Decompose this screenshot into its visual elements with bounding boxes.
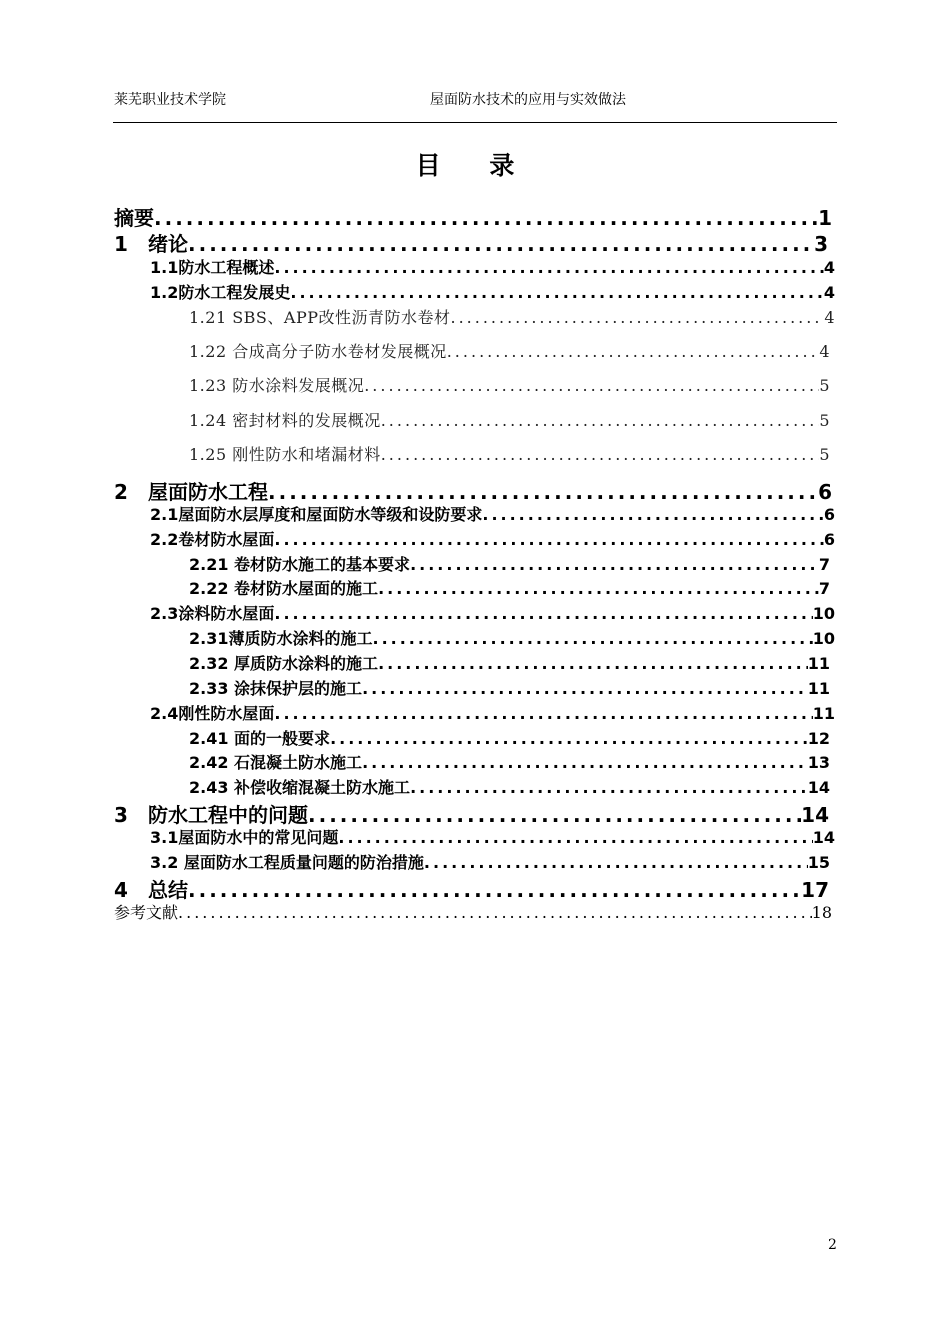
toc-page-number: 5 [819, 411, 830, 430]
toc-entry-label [150, 255, 274, 278]
toc-entry[interactable] [114, 874, 829, 903]
toc-page-number: 4 [823, 283, 835, 302]
toc-page-number: 6 [823, 505, 835, 524]
toc-page-number: 7 [818, 555, 830, 574]
toc-page-number: 4 [823, 258, 835, 277]
toc-entry-text: 2.43 补偿收缩混凝土防水施工 [189, 778, 411, 797]
toc-entry[interactable] [114, 900, 832, 923]
toc-entry[interactable] [114, 202, 832, 231]
toc-entry[interactable] [114, 476, 832, 505]
toc-entry-label [189, 373, 364, 396]
toc-entry[interactable] [114, 228, 828, 257]
toc-dot-leader [410, 555, 819, 574]
toc-entry-label [189, 576, 378, 599]
toc-page-number: 18 [811, 903, 832, 922]
toc-dot-leader [381, 411, 820, 430]
toc-page-number: 14 [801, 803, 829, 827]
toc-entry[interactable] [189, 373, 830, 396]
toc-entry-text: 1.23 防水涂料发展概况 [189, 376, 365, 395]
toc-entry-label [114, 228, 188, 257]
toc-entry-label [189, 726, 330, 749]
toc-entry-text: 屋面防水工程 [148, 480, 268, 504]
toc-entry-text: 2.2卷材防水屋面 [150, 530, 275, 549]
toc-dot-leader [482, 505, 824, 524]
toc-entry-text: 参考文献 [114, 903, 179, 922]
toc-entry[interactable] [189, 305, 835, 328]
toc-entry-label [189, 750, 362, 773]
toc-entry-text: 1.2防水工程发展史 [150, 283, 291, 302]
toc-entry-text: 2.22 卷材防水屋面的施工 [189, 579, 379, 598]
toc-chapter-number: 4 [114, 878, 128, 902]
toc-entry[interactable] [189, 775, 830, 798]
toc-entry-text: 3.1屋面防水中的常见问题 [150, 828, 339, 847]
toc-entry[interactable] [189, 442, 830, 465]
toc-entry[interactable] [189, 552, 830, 575]
toc-page-number: 11 [807, 679, 830, 698]
toc-entry-label [114, 202, 154, 231]
toc-entry-text: 1.1防水工程概述 [150, 258, 275, 277]
toc-entry-label [189, 408, 381, 431]
toc-dot-leader [330, 729, 808, 748]
toc-entry-text: 2.32 厚质防水涂料的施工 [189, 654, 379, 673]
toc-entry-text: 总结 [148, 878, 188, 902]
toc-entry[interactable] [189, 339, 830, 362]
toc-entry-text: 1.24 密封材料的发展概况 [189, 411, 381, 430]
toc-entry-text: 3.2 屋面防水工程质量问题的防治措施 [150, 853, 424, 872]
toc-page-number: 5 [819, 376, 830, 395]
header-institution: 莱芜职业技术学院 [114, 92, 226, 108]
toc-dot-leader [410, 778, 808, 797]
toc-page-number: 13 [807, 753, 830, 772]
toc-entry-label [189, 676, 362, 699]
toc-entry[interactable] [189, 626, 835, 649]
toc-dot-leader [290, 283, 824, 302]
toc-entry[interactable] [150, 701, 835, 724]
toc-entry-label [114, 799, 308, 828]
toc-entry[interactable] [189, 676, 830, 699]
toc-entry-label [114, 900, 178, 923]
toc-entry-text: 2.4刚性防水屋面 [150, 704, 275, 723]
toc-chapter-number: 3 [114, 803, 128, 827]
toc-page-number: 5 [819, 445, 830, 464]
toc-entry-label [150, 701, 274, 724]
toc-dot-leader [308, 803, 801, 827]
toc-entry[interactable] [189, 576, 830, 599]
toc-page-number: 14 [807, 778, 830, 797]
toc-entry[interactable] [114, 799, 829, 828]
toc-entry[interactable] [189, 651, 830, 674]
toc-entry-text: 2.31薄质防水涂料的施工 [189, 629, 373, 648]
toc-entry-label [114, 874, 188, 903]
toc-dot-leader [274, 704, 812, 723]
toc-entry-label [189, 775, 410, 798]
toc-entry-label [150, 527, 274, 550]
toc-entry-label [189, 305, 450, 328]
toc-entry[interactable] [150, 502, 835, 525]
toc-page-number: 11 [807, 654, 830, 673]
toc-dot-leader [447, 342, 820, 361]
toc-dot-leader [274, 258, 824, 277]
toc-page-number: 17 [801, 878, 829, 902]
toc-entry[interactable] [150, 850, 830, 873]
toc-chapter-number: 1 [114, 232, 128, 256]
toc-dot-leader [362, 753, 808, 772]
toc-page-number: 3 [814, 232, 828, 256]
toc-entry-text: 2.3涂料防水屋面 [150, 604, 275, 623]
toc-dot-leader [178, 903, 812, 922]
toc-entry-label [150, 601, 274, 624]
toc-entry[interactable] [189, 750, 830, 773]
toc-entry[interactable] [189, 726, 830, 749]
toc-entry-text: 防水工程中的问题 [148, 803, 308, 827]
toc-chapter-number: 2 [114, 480, 128, 504]
toc-dot-leader [188, 232, 814, 256]
toc-entry[interactable] [150, 280, 835, 303]
toc-entry-label [189, 442, 381, 465]
toc-entry-label [150, 825, 338, 848]
toc-page-number: 6 [818, 480, 832, 504]
toc-entry-text: 2.33 涂抹保护层的施工 [189, 679, 363, 698]
toc-entry-text: 1.22 合成高分子防水卷材发展概况 [189, 342, 447, 361]
toc-entry-text: 2.1屋面防水层厚度和屋面防水等级和设防要求 [150, 505, 483, 524]
toc-page-number: 14 [812, 828, 835, 847]
toc-entry-label [189, 626, 372, 649]
toc-page-number: 4 [824, 308, 835, 327]
toc-dot-leader [450, 308, 824, 327]
toc-entry[interactable] [150, 601, 835, 624]
toc-dot-leader [378, 579, 819, 598]
toc-entry[interactable] [150, 825, 835, 848]
page-title: 目 录 [415, 151, 535, 180]
toc-page-number: 6 [823, 530, 835, 549]
toc-page-number: 10 [812, 604, 835, 623]
toc-entry-label [150, 850, 424, 873]
toc-dot-leader [274, 604, 812, 623]
toc-entry-label [189, 552, 410, 575]
toc-dot-leader [381, 445, 820, 464]
toc-dot-leader [268, 480, 818, 504]
toc-entry-label [189, 339, 447, 362]
toc-dot-leader [378, 654, 808, 673]
toc-entry[interactable] [189, 408, 830, 431]
toc-page-number: 10 [812, 629, 835, 648]
toc-dot-leader [188, 878, 801, 902]
toc-dot-leader [338, 828, 812, 847]
header-document-title: 屋面防水技术的应用与实效做法 [430, 92, 626, 108]
toc-page-number: 12 [807, 729, 830, 748]
toc-entry-text: 绪论 [148, 232, 188, 256]
toc-entry-label [189, 651, 378, 674]
toc-dot-leader [362, 679, 808, 698]
toc-page-number: 15 [807, 853, 830, 872]
toc-dot-leader [274, 530, 824, 549]
footer-page-number: 2 [828, 1237, 837, 1253]
toc-entry-text: 2.42 石混凝土防水施工 [189, 753, 363, 772]
toc-entry-label [150, 502, 482, 525]
toc-entry-text: 摘要 [114, 206, 154, 230]
toc-page-number: 11 [812, 704, 835, 723]
toc-entry-label [114, 476, 268, 505]
toc-entry-text: 1.25 刚性防水和堵漏材料 [189, 445, 381, 464]
toc-dot-leader [364, 376, 819, 395]
toc-entry-text: 2.41 面的一般要求 [189, 729, 331, 748]
toc-entry-text: 2.21 卷材防水施工的基本要求 [189, 555, 411, 574]
toc-page-number: 4 [819, 342, 830, 361]
toc-dot-leader [424, 853, 808, 872]
toc-entry[interactable] [150, 527, 835, 550]
toc-dot-leader [372, 629, 812, 648]
toc-entry-label [150, 280, 290, 303]
toc-entry-text: 1.21 SBS、APP改性沥青防水卷材 [189, 308, 451, 327]
toc-dot-leader [154, 206, 818, 230]
toc-page-number: 1 [818, 206, 832, 230]
toc-page-number: 7 [818, 579, 830, 598]
toc-entry[interactable] [150, 255, 835, 278]
